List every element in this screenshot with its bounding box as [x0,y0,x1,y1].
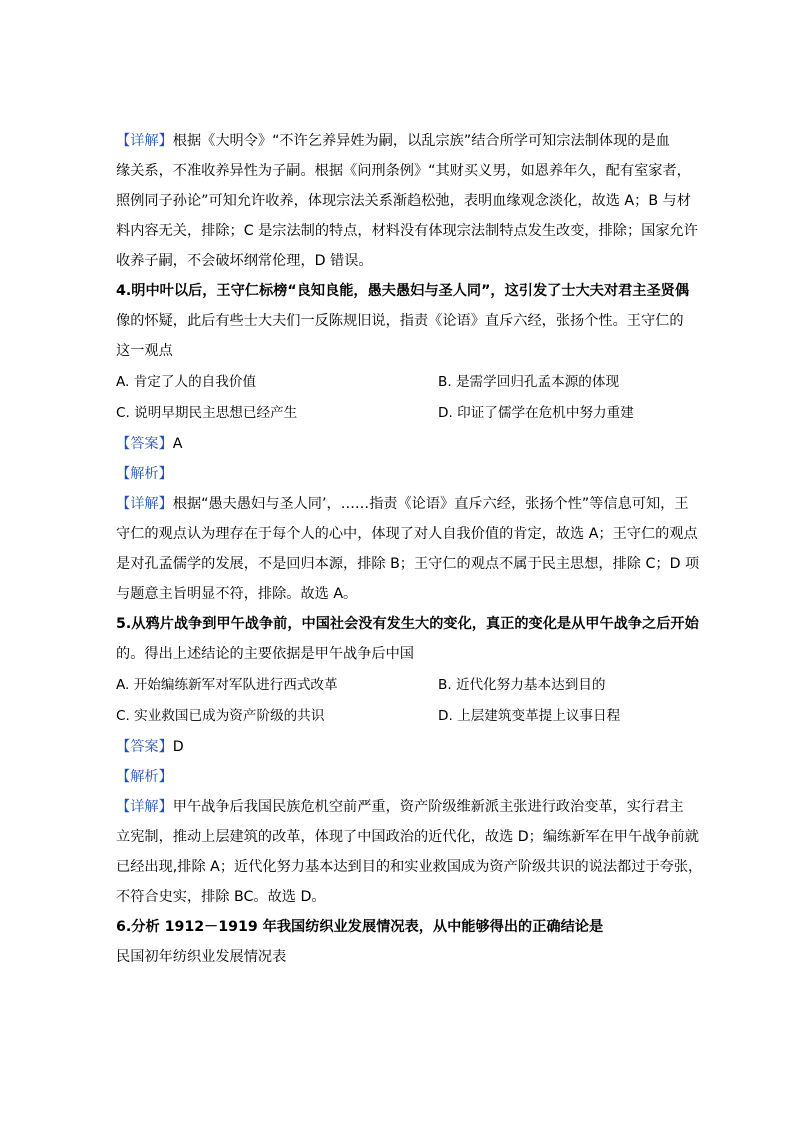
q5-answer [116,737,686,757]
q5-analysis-heading: 【解析】 [116,769,173,785]
q4-stem-line-2: 像的怀疑，此后有些士大夫们一反陈规旧说，指责《论语》直斥六经，张扬个性。王守仁的 [116,313,684,329]
q5-option-d: D. 上层建筑变革提上议事日程 [438,708,621,724]
q5-detail-line-1: 【详解】甲午战争后我国民族危机空前严重，资产阶级维新派主张进行政治变革，实行君主 [116,799,684,815]
q4-option-a: A. 肯定了人的自我价值 [116,374,257,390]
q3-detail-line-1: 【详解】根据《大明令》“不许乞养异姓为嗣，以乱宗族”结合所学可知宗法制体现的是血 [116,133,670,149]
q4-detail-line-1: 【详解】根据“愚夫愚妇与圣人同’，……指责《论语》直斥六经，张扬个性”等信息可知，王 [116,496,689,512]
q3-detail-line-4: 料内容无关，排除；C 是宗法制的特点，材料没有体现宗法制特点发生改变，排除；国家允许 [116,223,698,239]
q5-option-c: C. 实业救国已成为资产阶级的共识 [116,708,325,724]
q5-detail-line-3: 已经出现,排除 A；近代化努力基本达到目的和实业救国成为资产阶级共识的说法都过于夸张， [116,859,703,875]
q6-table-title: 民国初年纺织业发展情况表 [116,949,287,965]
q4-detail-line-2: 守仁的观点认为理存在于每个人的心中，体现了对人自我价值的肯定，故选 A；王守仁的观点 [116,526,698,542]
q5-stem-line-2: 的。得出上述结论的主要依据是甲午战争后中国 [116,646,414,662]
q5-option-b: B. 近代化努力基本达到目的 [438,677,606,693]
answer-value: D [172,739,184,755]
q4-detail-line-4: 与题意主旨明显不符，排除。故选 A。 [116,586,358,602]
q3-detail-line-2: 缘关系，不准收养异性为子嗣。根据《问刑条例》“其财买义男，如恩养年久，配有室家者， [116,163,691,179]
q4-detail-line-3: 是对孔孟儒学的发展，不是回归本源，排除 B；王守仁的观点不属于民主思想，排除 C；D 项 [116,556,700,572]
q3-detail-line-5: 收养子嗣，不会破坏纲常伦理，D 错误。 [116,253,373,269]
answer-tag: 【答案】 [116,436,173,452]
q5-stem-line-1: 5.从鸦片战争到甲午战争前，中国社会没有发生大的变化，真正的变化是从甲午战争之后开始 [116,616,699,632]
q5-option-a: A. 开始编练新军对军队进行西式改革 [116,677,338,693]
q4-stem-line-1: 4.明中叶以后，王守仁标榜“良知良能，愚夫愚妇与圣人同”，这引发了士大夫对君主圣贤偶 [116,283,690,299]
q4-analysis-heading: 【解析】 [116,466,173,482]
q4-stem-line-3: 这一观点 [116,343,173,359]
q6-stem: 6.分析 1912－1919 年我国纺织业发展情况表，从中能够得出的正确结论是 [116,919,604,935]
q5-detail-line-2: 立宪制，推动上层建筑的改革，体现了中国政治的近代化，故选 D；编练新军在甲午战争前就 [116,829,699,845]
detail-tag: 【详解】 [116,133,173,149]
q5-detail-line-4: 不符合史实，排除 BC。故选 D。 [116,889,326,905]
q3-detail-line-3: 照例同子孙论”可知允许收养，体现宗法关系渐趋松弛，表明血缘观念淡化，故选 A；B 与材 [116,193,691,209]
answer-tag: 【答案】 [116,739,173,755]
q4-option-b: B. 是需学回归孔孟本源的体现 [438,374,620,390]
q4-option-d: D. 印证了儒学在危机中努力重建 [438,405,634,421]
answer-value: A [172,436,183,452]
q4-option-c: C. 说明早期民主思想已经产生 [116,405,298,421]
q4-answer [116,434,686,454]
